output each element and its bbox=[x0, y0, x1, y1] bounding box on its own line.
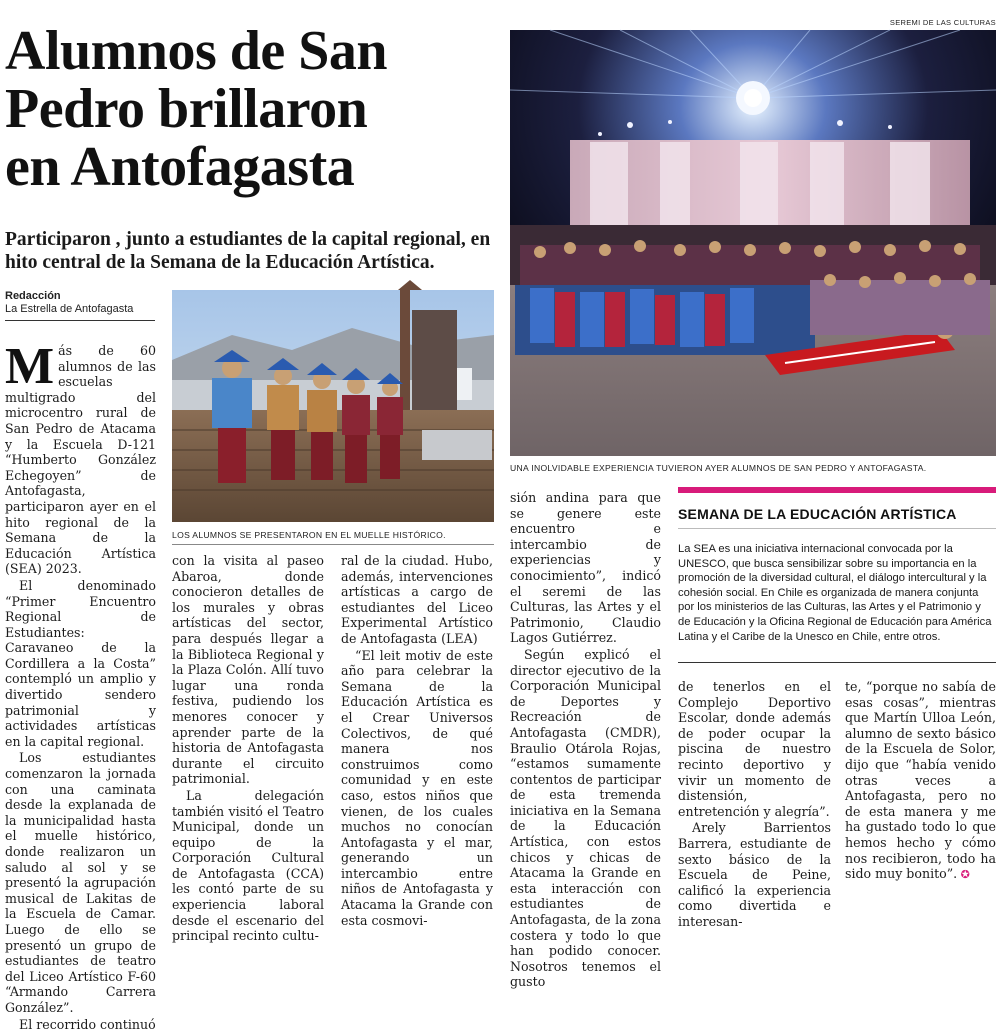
body-paragraph: de tenerlos en el Complejo Deportivo Escolar, donde además de poder ocupar la piscina de nuestro recinto deportivo y vivir un momento de distensión, entretención y alegría”. bbox=[678, 679, 831, 819]
body-paragraph: Según explicó el director ejecutivo de la Corporación Municipal de Deportes y Recreación de Antofagasta (CMDR), Braulio Otárola Rojas, “estamos sumamente contentos de participar de esta tremenda iniciativa en la Semana de la Educación Artística, con estos chicos y chicas de Atacama la Grande en esta interacción con estudiantes de Antofagasta, de la zona costera y todo lo que han podido conocer. Nosotros tenemos el gusto bbox=[510, 646, 661, 990]
byline bbox=[5, 290, 133, 316]
body-column-2 bbox=[172, 553, 324, 945]
body-paragraph: Arely Barrientos Barrera, estudiante de sexto básico de la Escuela de Peine, calificó la experiencia como divertida e interesan- bbox=[678, 820, 831, 929]
main-photo-caption: UNA INOLVIDABLE EXPERIENCIA TUVIERON AYER ALUMNOS DE SAN PEDRO Y ANTOFAGASTA. bbox=[510, 463, 927, 473]
sidebar-bottom-rule bbox=[678, 662, 996, 663]
body-paragraph: La delegación también visitó el Teatro Municipal, donde un equipo de la Corporación Cultural de Antofagasta (CCA) les contó parte de su experiencia laboral desde el escenario del principal recinto cultu- bbox=[172, 787, 324, 944]
body-paragraph: con la visita al paseo Abaroa, donde conocieron detalles de los murales y obras artísticas del sector, para después llegar a la Biblioteca Regional y la Plaza Colón. Allí tuvo lugar una ronda festiva, pudiendo los menores conocer y aprender parte de la historia de Antofagasta durante el circuito patrimonial. bbox=[172, 553, 324, 787]
pier-photo-caption: LOS ALUMNOS SE PRESENTARON EN EL MUELLE HISTÓRICO. bbox=[172, 530, 446, 540]
sidebar-title: SEMANA DE LA EDUCACIÓN ARTÍSTICA bbox=[678, 506, 957, 522]
sidebar-text: La SEA es una iniciativa internacional convocada por la UNESCO, que busca sensibilizar sobre su importancia en la promoción de la diversidad cultural, el diálogo intercultural y la cohesión social. En Chile es organizada de manera conjunta por los ministerios de las Culturas, las Artes y el Patrimonio y de Educación y la Oficina Regional de Educación para América Latina y el Caribe de la Unesco en Chile, entre otros. bbox=[678, 543, 992, 643]
body-paragraph: “El leit motiv de este año para celebrar la Semana de la Educación Artística es el Crear Universos Colectivos, de qué manera nos construimos como comunidad y en este caso, estos niños que vienen, de los cuales muchos no conocían Antofagasta y el mar, generando un intercambio entre niños de Antofagasta y Atacama la Grande con esta cosmovi- bbox=[341, 647, 493, 928]
body-paragraph: El recorrido continuó bbox=[19, 1016, 156, 1032]
body-paragraph: te, “porque no sabía de esas cosas”, mientras que Martín Ulloa León, alumno de sexto básico de la Escuela de Solor, dijo que “había venido otras veces a Antofagasta, pero no de esta manera y me ha gustado todo lo que hemos hecho y cómo nos recibieron, todo ha sido muy bonito”. ✪ bbox=[845, 679, 996, 882]
sidebar-title-rule bbox=[678, 528, 996, 529]
main-photo-credit: SEREMI DE LAS CULTURAS bbox=[889, 18, 996, 27]
headline bbox=[5, 22, 495, 196]
pier-caption-rule bbox=[172, 544, 494, 545]
pier-photo bbox=[172, 290, 494, 522]
body-paragraph: El denominado “Primer Encuentro Regional de Estudiantes: Caravaneo de la Cordillera a la Costa” contempló un amplio y divertido sendero patrimonial y actividades artísticas en la capital regional. bbox=[5, 577, 156, 749]
end-mark-icon: ✪ bbox=[957, 868, 970, 882]
headline-line-2: Pedro brillaron bbox=[5, 78, 368, 140]
body-column-3 bbox=[341, 553, 493, 929]
drop-cap: M bbox=[5, 338, 55, 395]
deck: Participaron , junto a estudiantes de la capital regional, en hito central de la Semana de la Educación Artística. bbox=[5, 229, 491, 273]
body-column-5 bbox=[678, 679, 831, 931]
byline-author: Redacción bbox=[5, 290, 61, 302]
sidebar-accent-bar bbox=[678, 487, 996, 493]
byline-outlet: La Estrella de Antofagasta bbox=[5, 303, 134, 315]
body-paragraph: sión andina para que se genere este encuentro e intercambio de experiencias y conocimiento”, indicó el seremi de las Culturas, las Artes y el Patrimonio, Claudio Lagos Gutiérrez. bbox=[510, 490, 661, 646]
byline-rule bbox=[5, 320, 155, 321]
body-column-1 bbox=[5, 338, 156, 1033]
body-column-4 bbox=[510, 490, 661, 991]
body-column-6 bbox=[845, 679, 996, 884]
headline-line-1: Alumnos de San bbox=[5, 20, 388, 82]
body-paragraph: Los estudiantes comenzaron la jornada con una caminata desde la explanada de la municipalidad hasta el muelle histórico, donde realizaron un saludo al sol y se presentó la agrupación musical de Lakitas de la Escuela de Camar. Luego de ello se presentó un grupo de estudiantes de teatro del Liceo Artístico F-60 “Armando Carrera González”. bbox=[5, 750, 156, 1015]
lead-paragraph: Más de 60 alumnos de las escuelas multigrado del microcentro rural de San Pedro de Atacama y la Escuela D-121 “Humberto González Echegoyen” de Antofagasta, participaron ayer en el hito regional de la Semana de la Educación Artística (SEA) 2023. bbox=[5, 338, 156, 577]
headline-line-3: en Antofagasta bbox=[5, 136, 355, 198]
body-paragraph: ral de la ciudad. Hubo, además, intervenciones artísticas a cargo de estudiantes del Liceo Experimental Artístico de Antofagasta (LEA) bbox=[341, 553, 493, 646]
main-stage-photo bbox=[510, 30, 996, 456]
